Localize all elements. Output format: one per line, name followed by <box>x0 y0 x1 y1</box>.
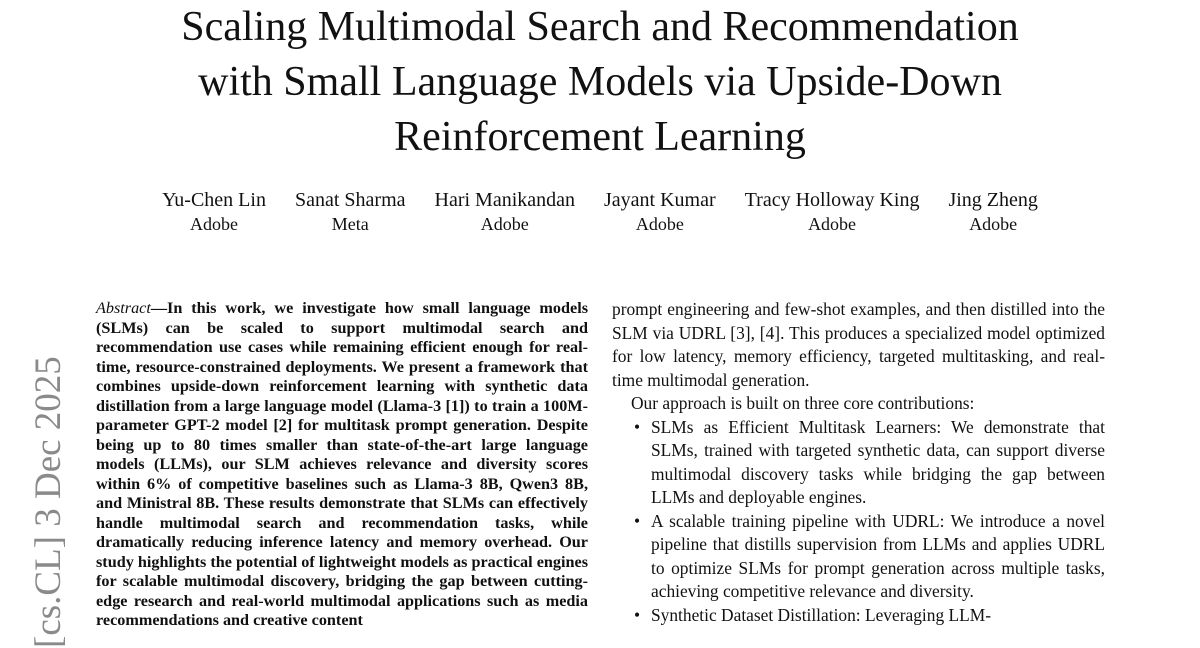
list-item <box>612 604 1105 628</box>
abstract-section <box>96 299 588 631</box>
author-block <box>162 188 266 236</box>
list-item-text: SLMs as Efficient Multitask Learners: We demonstrate that SLMs, trained with targeted synthetic data, can support diverse multimodal discovery tasks while bridging the gap between LLMs and deployable engines. <box>651 416 1105 507</box>
author-block <box>604 188 716 236</box>
author-name: Yu-Chen Lin <box>162 189 266 211</box>
list-item <box>612 510 1105 604</box>
paper-title <box>0 0 1200 165</box>
abstract-text: In this work, we investigate how small language models (SLMs) can be scaled to support multimodal search and recommendation use cases while remaining efficient enough for real-time, resource-constrained deployments. We present a framework that combines upside-down reinforcement learning with synthetic data distillation from a large language model (Llama-3 [1]) to train a 100M-parameter GPT-2 model [2] for multitask prompt generation. Despite being up to 80 times smaller than state-of-the-art large language models (LLMs), our SLM achieves relevance and diversity scores within 6% of competitive baselines such as Llama-3 8B, Qwen3 8B, and Ministral 8B. These results demonstrate that SLMs can effectively handle multimodal search and recommendation tasks, while dramatically reducing inference latency and memory overhead. Our study highlights the potential of lightweight models as practical engines for scalable multimodal discovery, bridging the gap between cutting-edge research and real-world multimodal applications such as media recommendations and creative content <box>96 299 588 629</box>
list-item-text: A scalable training pipeline with UDRL: We introduce a novel pipeline that distills supervision from LLMs and applies UDRL to optimize SLMs for prompt generation across multiple tasks, achieving competitive relevance and diversity. <box>651 510 1105 601</box>
author-affiliation: Adobe <box>480 214 529 234</box>
contributions-list <box>612 416 1105 628</box>
abstract-dash: — <box>150 299 168 317</box>
title-line-3: Reinforcement Learning <box>394 114 806 160</box>
author-affiliation: Adobe <box>635 214 684 234</box>
author-block <box>745 188 920 236</box>
author-name: Hari Manikandan <box>434 189 576 211</box>
author-name: Jayant Kumar <box>604 189 716 211</box>
author-affiliation: Meta <box>331 214 369 234</box>
title-line-1: Scaling Multimodal Search and Recommendation <box>181 4 1019 50</box>
contributions-intro: Our approach is built on three core contributions: <box>631 393 975 413</box>
author-affiliation: Adobe <box>808 214 857 234</box>
author-list <box>0 188 1200 236</box>
arxiv-side-stamp: [cs.CL] 3 Dec 2025 <box>28 356 69 648</box>
author-affiliation: Adobe <box>190 214 239 234</box>
list-item <box>612 416 1105 510</box>
bullet-icon: • <box>634 416 641 437</box>
author-name: Jing Zheng <box>948 189 1038 211</box>
title-line-2: with Small Language Models via Upside-Down <box>198 59 1002 105</box>
list-item-text: Synthetic Dataset Distillation: Leveraging LLM- <box>651 604 992 625</box>
bullet-icon: • <box>634 604 641 625</box>
author-block <box>435 188 576 236</box>
author-affiliation: Adobe <box>969 214 1018 234</box>
author-block <box>948 188 1037 236</box>
introduction-column <box>612 298 1105 627</box>
bullet-icon: • <box>634 510 641 531</box>
author-block <box>295 188 406 236</box>
author-name: Sanat Sharma <box>294 189 406 211</box>
intro-paragraph: prompt engineering and few-shot examples, and then distilled into the SLM via UDRL [3], [4]. This produces a specialized model optimized for low latency, memory efficiency, targeted multitasking, and real-time multimodal generation. <box>612 299 1105 390</box>
author-name: Tracy Holloway King <box>744 189 920 211</box>
abstract-label: Abstract <box>96 299 151 317</box>
